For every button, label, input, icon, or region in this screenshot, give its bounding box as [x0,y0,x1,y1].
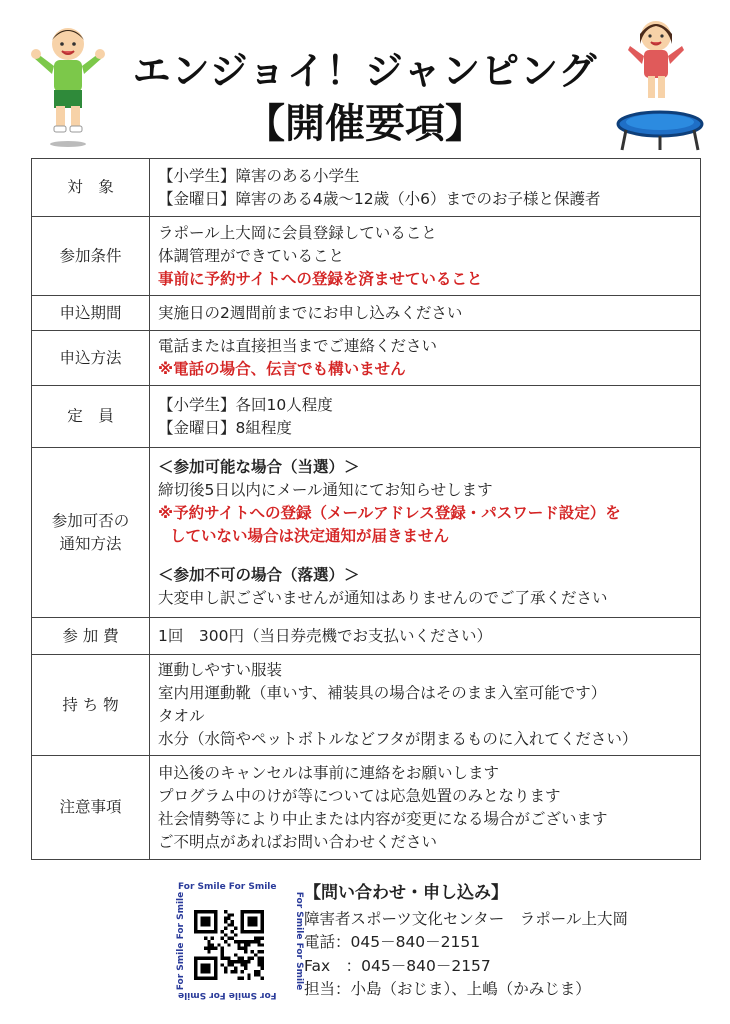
row-label-line: 通知方法 [59,534,122,553]
qr-block[interactable] [168,880,305,1004]
row-value [150,217,701,296]
table-row [32,296,701,331]
row-value-line: 体調管理ができていること [158,246,345,265]
row-value-line: 【小学生】障害のある小学生 [158,166,360,185]
row-label-line: 対 象 [67,178,114,196]
contact-fax: Fax ：045－840－2157 [304,956,491,975]
row-value [150,756,701,860]
row-label [32,448,150,618]
qr-border-text-top: For Smile For Smile [178,882,277,892]
qr-border-text-left: For Smile For Smile [176,891,187,991]
row-label-line: 参加条件 [59,246,122,265]
row-value-line: 電話または直接担当までご連絡ください [158,337,438,355]
info-table [31,158,701,860]
row-label [32,296,150,331]
row-value-line: していない場合は決定通知が届きません [170,526,450,545]
row-label [32,217,150,296]
row-value-line: ＜参加不可の場合（落選）＞ [158,565,360,584]
table-row [32,217,701,296]
row-value [150,655,701,756]
row-value-line: 【金曜日】8組程度 [158,418,292,437]
row-value-line: ラポール上大岡に会員登録していること [158,223,437,242]
row-label [32,655,150,756]
contact-org: 障害者スポーツ文化センター ラポール上大岡 [304,909,628,928]
row-label-line: 定 員 [67,407,114,425]
row-value [150,159,701,217]
table-row [32,448,701,618]
row-value [150,618,701,655]
row-gap [158,548,692,564]
row-value-line: 運動しやすい服装 [158,661,283,679]
row-value-line: 【金曜日】障害のある4歳～12歳（小6）までのお子様と保護者 [158,189,601,208]
qr-border-text-bottom: For Smile For Smile [178,990,277,1000]
row-value-line: タオル [158,707,205,725]
table-row [32,655,701,756]
contact-staff: 担当：小島（おじま）、上嶋（かみじま） [304,980,591,998]
table-row [32,386,701,448]
trampoline-girl-illustration-icon [610,14,710,154]
row-value-line: ※予約サイトへの登録（メールアドレス登録・パスワード設定）を [158,503,621,522]
row-value-line: 1回 300円（当日券売機でお支払いください） [158,626,492,645]
table-row [32,618,701,655]
qr-border-text-right: For Smile For Smile [294,891,305,991]
contact-heading: 【問い合わせ・申し込み】 [304,883,508,903]
row-value [150,296,701,331]
contact-block [304,882,724,1002]
row-value-line: ※電話の場合、伝言でも構いません [158,360,406,378]
row-value-line: 水分（水筒やペットボトルなどフタが閉まるものに入れてください） [158,730,638,748]
row-value [150,448,701,618]
row-value-line: ご不明点があればお問い合わせください [158,832,438,851]
row-value-line: 大変申し訳ございませんが通知はありませんのでご了承ください [158,588,608,607]
row-value [150,331,701,386]
row-value-line: 事前に予約サイトへの登録を済ませていること [158,269,483,288]
row-label [32,618,150,655]
contact-tel[interactable]: 電話：045－840－2151 [304,933,481,951]
qr-code-icon[interactable] [194,910,264,980]
row-value-line: ＜参加可能な場合（当選）＞ [158,457,360,476]
row-value-line: 申込後のキャンセルは事前に連絡をお願いします [158,763,500,782]
row-label-line: 参 加 費 [62,626,119,645]
row-value [150,386,701,448]
row-label [32,159,150,217]
row-value-line: 【小学生】各回10人程度 [158,395,333,414]
row-label [32,386,150,448]
row-value-line: プログラム中のけが等については応急処置のみとなります [158,786,561,805]
row-label-line: 注意事項 [59,798,122,816]
page-title: エンジョイ！ジャンピング [132,49,598,93]
row-value-line: 室内用運動靴（車いす、補装具の場合はそのまま入室可能です） [158,684,607,702]
row-label [32,331,150,386]
row-label-line: 申込方法 [59,348,122,367]
row-value-line: 締切後5日以内にメール通知にてお知らせします [158,480,493,499]
row-label-line: 持 ち 物 [62,695,119,714]
table-row [32,756,701,860]
row-label-line: 参加可否の [51,511,130,530]
row-value-line: 社会情勢等により中止または内容が変更になる場合がございます [158,809,608,828]
table-row [32,159,701,217]
header [0,0,730,160]
row-value-line: 実施日の2週間前までにお申し込みください [158,303,463,322]
page-subtitle: 【開催要項】 [245,101,485,147]
table-row [32,331,701,386]
row-label [32,756,150,860]
row-label-line: 申込期間 [59,303,122,322]
